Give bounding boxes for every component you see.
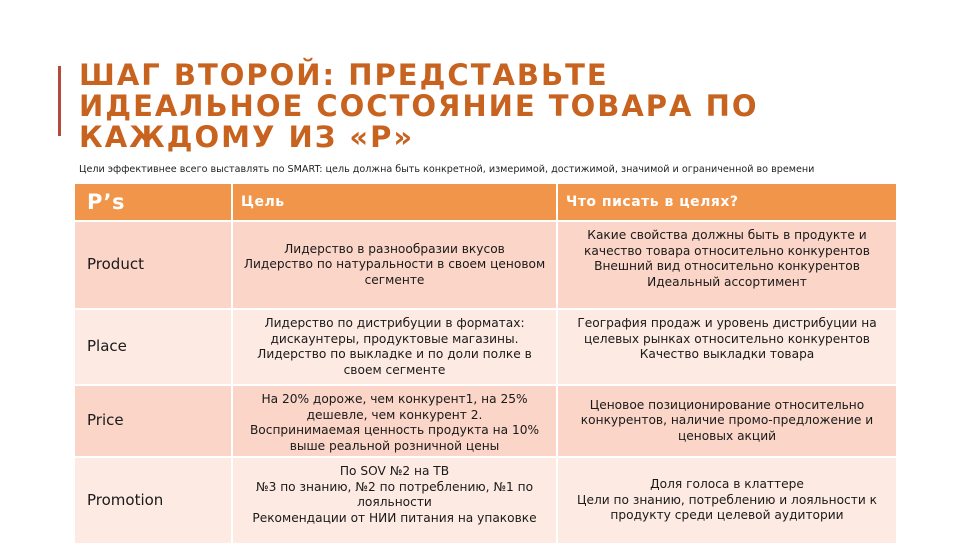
what-line: География продаж и уровень дистрибуции на целевых рынках относительно конкурентов bbox=[577, 316, 877, 346]
row-p-name: Place bbox=[75, 309, 232, 385]
row-what-cell bbox=[557, 221, 897, 309]
what-line: Качество выкладки товара bbox=[639, 347, 815, 361]
row-goal-cell bbox=[232, 309, 557, 385]
ps-goals-table bbox=[75, 184, 898, 543]
table-row bbox=[75, 309, 897, 385]
what-line: Какие свойства должны быть в продукте и качество товара относительно конкурентов bbox=[584, 228, 870, 258]
header-what-to-write: Что писать в целях? bbox=[557, 184, 897, 221]
row-what-cell bbox=[557, 385, 897, 457]
what-line: Внешний вид относительно конкурентов bbox=[594, 259, 860, 273]
row-p-name: Price bbox=[75, 385, 232, 457]
header-ps: P’s bbox=[75, 184, 232, 221]
table-row bbox=[75, 221, 897, 309]
table-row bbox=[75, 385, 897, 457]
row-what-cell bbox=[557, 309, 897, 385]
what-line: Ценовое позиционирование относительно конкурентов, наличие промо-предложение и ценовых акций bbox=[580, 397, 874, 443]
title-line: ИДЕАЛЬНОЕ СОСТОЯНИЕ ТОВАРА ПО bbox=[79, 89, 759, 123]
goal-line: Лидерство по дистрибуции в форматах: дискаунтеры, продуктовые магазины. bbox=[264, 316, 525, 346]
title-accent-bar bbox=[58, 66, 61, 136]
table-row bbox=[75, 457, 897, 543]
what-line: Идеальный ассортимент bbox=[647, 274, 807, 289]
goal-line: Воспринимаемая ценность продукта на 10% выше реальной розничной цены bbox=[249, 423, 540, 453]
goal-line: Лидерство по выкладке и по доли полке в своем сегменте bbox=[257, 347, 532, 377]
row-p-name: Promotion bbox=[75, 457, 232, 543]
header-goal: Цель bbox=[232, 184, 557, 221]
goal-line: Рекомендации от НИИ питания на упаковке bbox=[252, 510, 537, 525]
goal-line: №3 по знанию, №2 по потреблению, №1 по лояльности bbox=[255, 479, 534, 509]
row-goal-cell bbox=[232, 221, 557, 309]
title-line: ШАГ ВТОРОЙ: ПРЕДСТАВЬТЕ bbox=[79, 58, 609, 92]
smart-subtitle: Цели эффективнее всего выставлять по SMART: цель должна быть конкретной, измеримой, достижимой, значимой и ограниченной во времени bbox=[79, 164, 815, 175]
goal-line: По SOV №2 на ТВ bbox=[339, 464, 450, 478]
row-what-cell bbox=[557, 457, 897, 543]
goal-line: Лидерство по натуральности в своем ценовом сегменте bbox=[243, 257, 546, 287]
row-goal-cell bbox=[232, 385, 557, 457]
table-header-row bbox=[75, 184, 897, 221]
goal-line: Лидерство в разнообразии вкусов bbox=[284, 241, 505, 256]
slide-title bbox=[79, 60, 919, 153]
what-line: Доля голоса в клаттере bbox=[650, 477, 804, 492]
row-goal-cell bbox=[232, 457, 557, 543]
title-line: КАЖДОМУ ИЗ «Р» bbox=[79, 120, 415, 154]
row-p-name: Product bbox=[75, 221, 232, 309]
what-line: Цели по знанию, потреблению и лояльности к продукту среди целевой аудитории bbox=[577, 492, 877, 523]
goal-line: На 20% дороже, чем конкурент1, на 25% дешевле, чем конкурент 2. bbox=[261, 392, 528, 422]
